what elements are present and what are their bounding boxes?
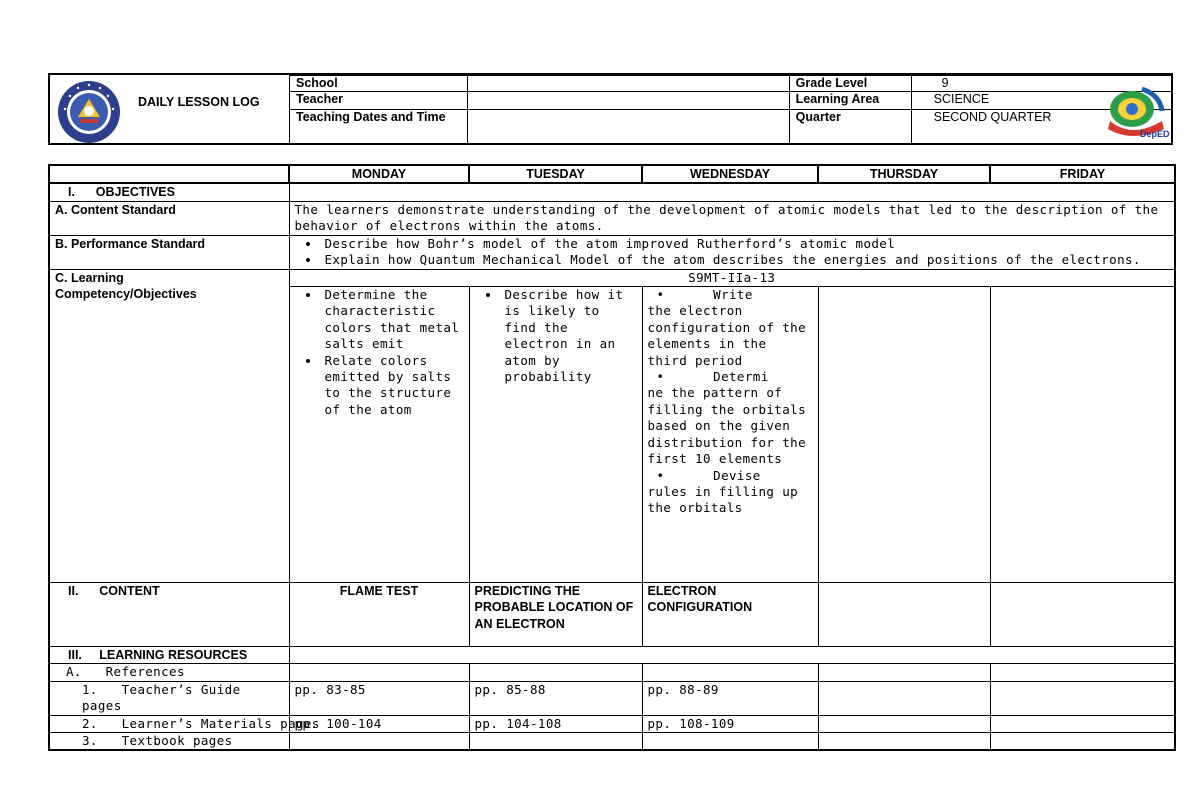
teacher-label: Teacher xyxy=(290,92,468,110)
grade-level-label: Grade Level xyxy=(789,76,911,92)
content-wednesday: ELECTRON CONFIGURATION xyxy=(642,583,818,647)
competency-item: Devise xyxy=(713,467,761,483)
learning-resources-label: III. LEARNING RESOURCES xyxy=(49,647,289,664)
day-friday: FRIDAY xyxy=(990,165,1175,183)
competency-label-line1: C. Learning xyxy=(55,270,124,285)
content-thursday xyxy=(818,583,990,647)
competency-item: rules in filling up the orbitals xyxy=(647,483,799,516)
learners-materials-label: 2. Learner’s Materials pages xyxy=(49,715,289,732)
header-block xyxy=(48,73,1173,145)
competency-friday xyxy=(990,287,1175,583)
competency-monday xyxy=(289,287,469,583)
learning-area-label: Learning Area xyxy=(789,92,911,110)
competency-wednesday xyxy=(642,287,818,583)
competency-code: S9MT-IIa-13 xyxy=(289,269,1175,286)
competency-label-line2: Competency/Objectives xyxy=(55,287,197,302)
lm-tuesday: pp. 104-108 xyxy=(469,715,642,732)
bullet-icon: • xyxy=(656,467,665,483)
content-friday xyxy=(990,583,1175,647)
references-label: A. References xyxy=(49,664,289,681)
teaching-dates-value xyxy=(467,110,789,144)
bullet-icon: • xyxy=(656,287,665,303)
learning-competency-label xyxy=(49,269,289,582)
competency-item: the electron configuration of the elements in the third period xyxy=(647,303,807,368)
tg-monday: pp. 83-85 xyxy=(289,681,469,715)
lm-monday: pp. 100-104 xyxy=(289,715,469,732)
content-tuesday: PREDICTING THE PROBABLE LOCATION OF AN ELECTRON xyxy=(469,583,642,647)
performance-standard-item: • Explain how Quantum Mechanical Model of the atom describes the energies and positions of the electrons. xyxy=(321,252,1170,268)
quarter-value: SECOND QUARTER xyxy=(933,110,1052,124)
deped-seal-icon xyxy=(56,79,122,145)
competency-thursday xyxy=(818,287,990,583)
learning-area-value: SCIENCE xyxy=(933,92,990,106)
content-monday: FLAME TEST xyxy=(289,583,469,647)
day-wednesday: WEDNESDAY xyxy=(642,165,818,183)
tg-wednesday: pp. 88-89 xyxy=(642,681,818,715)
content-standard-text: The learners demonstrate understanding of the development of atomic models that led to the description of the behavior of electrons within the atoms. xyxy=(289,201,1175,235)
competency-item: Write xyxy=(713,287,753,303)
tg-tuesday: pp. 85-88 xyxy=(469,681,642,715)
day-thursday: THURSDAY xyxy=(818,165,990,183)
competency-tuesday xyxy=(469,287,642,583)
deped-logo-icon xyxy=(1102,81,1172,141)
teacher-value xyxy=(467,92,789,110)
document-title: DAILY LESSON LOG xyxy=(138,95,260,109)
deped-logo-text: DepED xyxy=(1140,129,1170,139)
day-tuesday: TUESDAY xyxy=(469,165,642,183)
lesson-log-table xyxy=(48,164,1174,751)
school-label: School xyxy=(290,76,468,92)
performance-standard-item: • Describe how Bohr’s model of the atom improved Rutherford’s atomic model xyxy=(321,236,1170,252)
grade-level-value: 9 xyxy=(941,76,949,90)
content-standard-label: A. Content Standard xyxy=(49,201,289,235)
teaching-dates-label: Teaching Dates and Time xyxy=(290,110,468,144)
bullet-icon: • xyxy=(656,369,665,385)
competency-item: • Describe how it is likely to find the electron in an atom by probability xyxy=(501,287,637,385)
quarter-label: Quarter xyxy=(789,110,911,144)
competency-item: Determi xyxy=(713,369,769,385)
competency-item: • Relate colors emitted by salts to the structure of the atom xyxy=(321,353,464,419)
competency-item: • Determine the characteristic colors that metal salts emit xyxy=(321,287,464,353)
lm-wednesday: pp. 108-109 xyxy=(642,715,818,732)
performance-standard-list xyxy=(289,235,1175,269)
competency-item: ne the pattern of filling the orbitals based on the given distribution for the first 10 elements xyxy=(647,385,807,467)
textbook-label: 3. Textbook pages xyxy=(49,733,289,751)
day-monday: MONDAY xyxy=(289,165,469,183)
performance-standard-label: B. Performance Standard xyxy=(49,235,289,269)
teachers-guide-label: 1. Teacher’s Guide pages xyxy=(49,681,289,715)
objectives-label: I. OBJECTIVES xyxy=(49,183,289,201)
school-value xyxy=(467,76,789,92)
header-info-table xyxy=(289,75,1173,143)
content-label: II. CONTENT xyxy=(49,583,289,647)
